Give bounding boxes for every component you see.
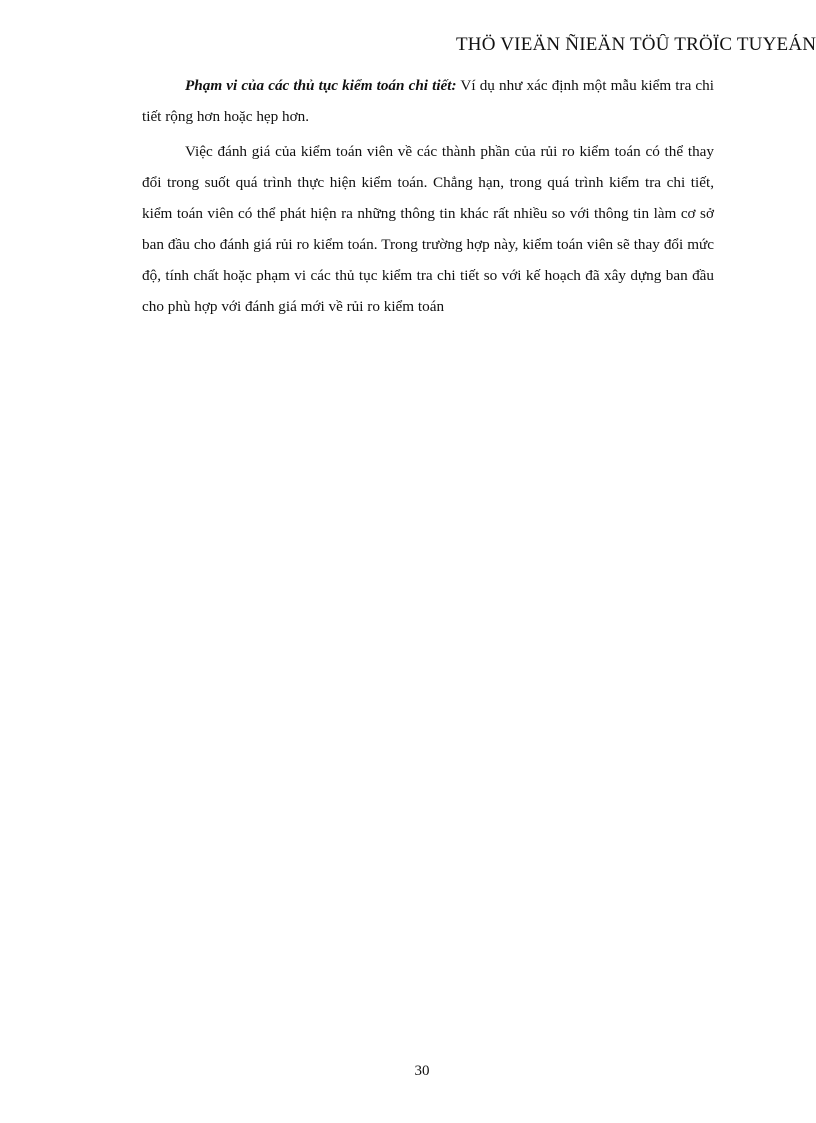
page-header: THÖ VIEÄN ÑIEÄN TÖÛ TRÖÏC TUYEÁN [456,34,816,55]
document-body [142,70,714,326]
paragraph-assessment [142,136,714,322]
page-number: 30 [414,1063,430,1079]
paragraph-lead: Phạm vi của các thủ tục kiểm toán chi tiết: [185,77,457,94]
paragraph-text: Ví dụ như xác định một mẫu kiểm tra chi tiết rộng hơn hoặc hẹp hơn. [142,77,714,125]
paragraph-scope [142,70,714,132]
paragraph-text: Việc đánh giá của kiểm toán viên về các thành phần của rủi ro kiểm toán có thể thay đổi trong suốt quá trình thực hiện kiểm toán. Chẳng hạn, trong quá trình kiểm tra chi tiết, kiểm toán viên có thể phát hiện ra những thông tin khác rất nhiều so với thông tin làm cơ sở ban đầu cho đánh giá rủi ro kiểm toán. Trong trường hợp này, kiểm toán viên sẽ thay đổi mức độ, tính chất hoặc phạm vi các thủ tục kiểm tra chi tiết so với kế hoạch đã xây dựng ban đầu cho phù hợp với đánh giá mới về rủi ro kiểm toán [142,143,714,315]
